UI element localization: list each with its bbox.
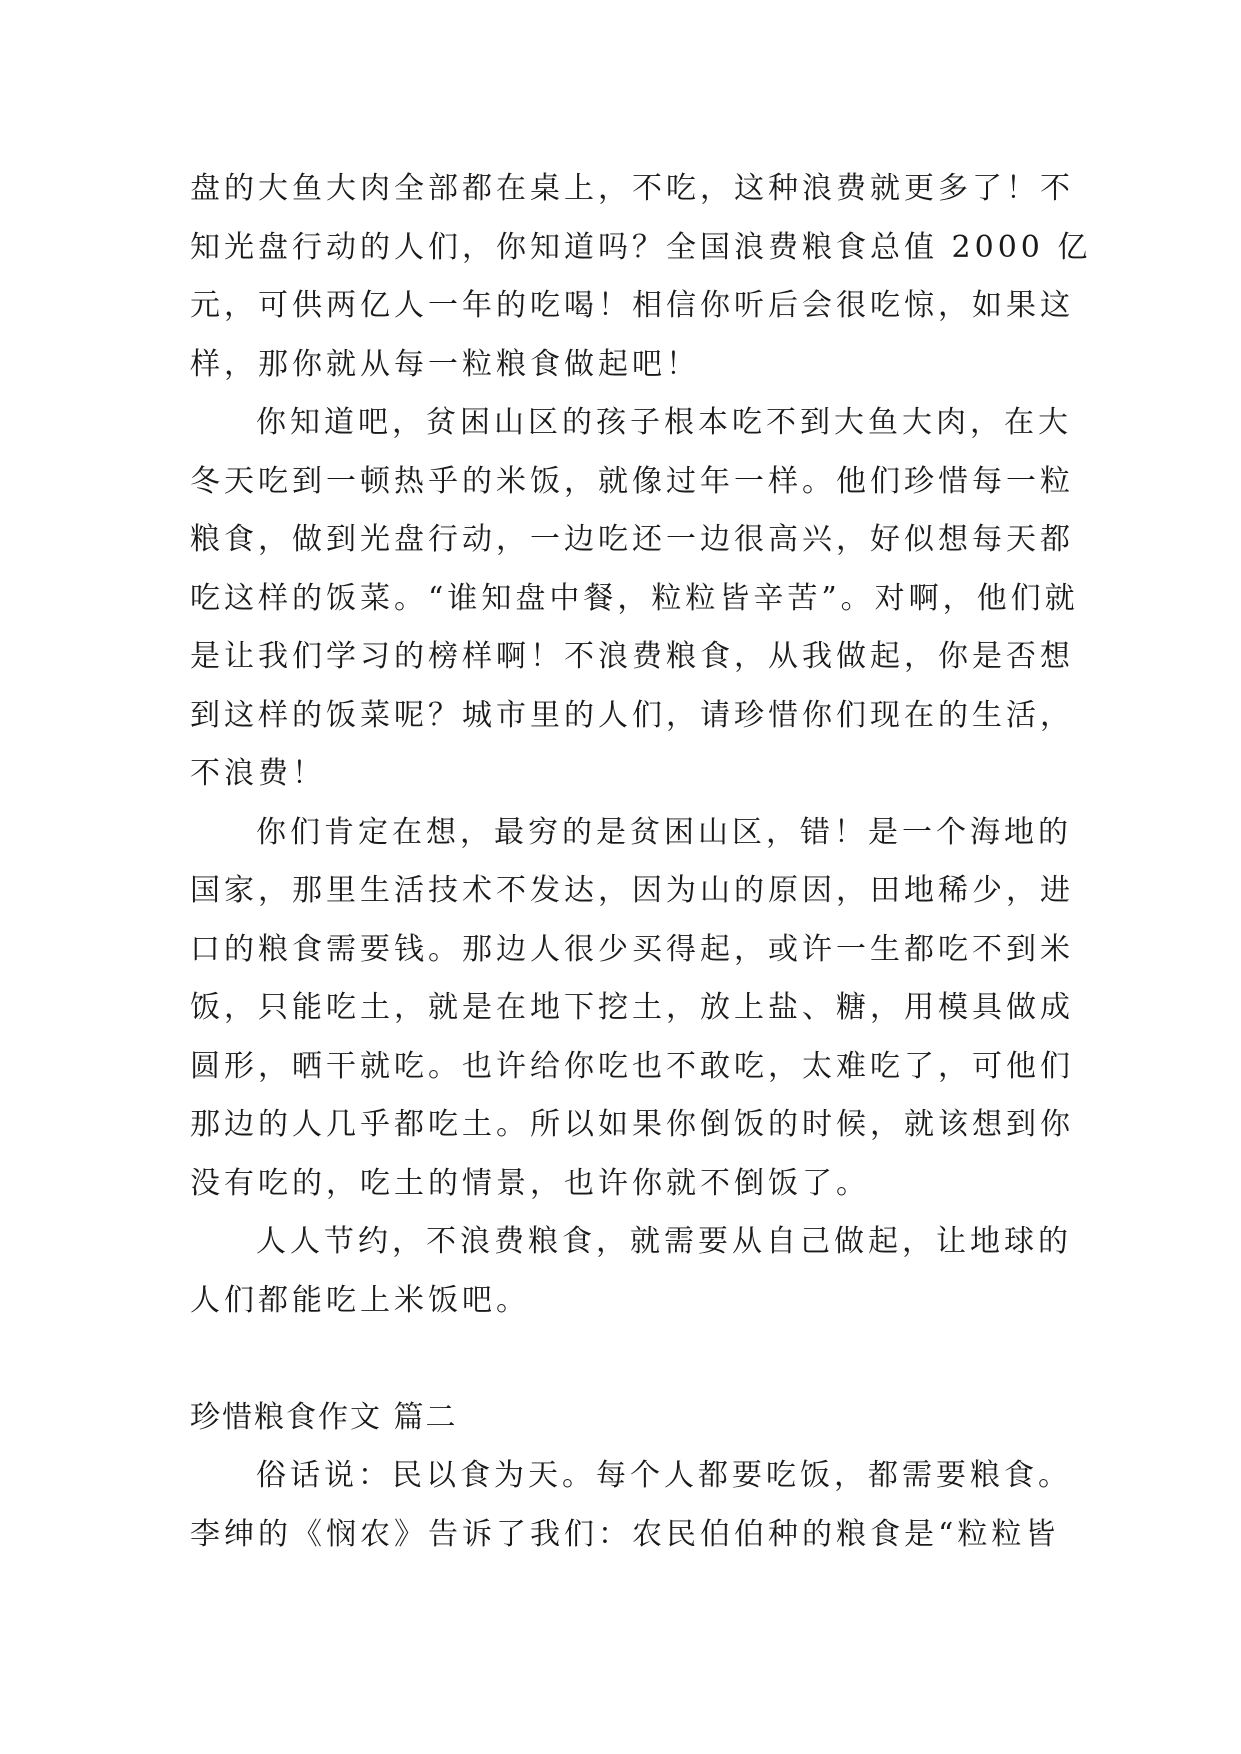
text-line: 是让我们学习的榜样啊！不浪费粮食，从我做起，你是否想 [190,639,1074,674]
text-line: 你知道吧，贫困山区的孩子根本吃不到大鱼大肉，在大 [256,405,1072,440]
text-line: 冬天吃到一顿热乎的米饭，就像过年一样。他们珍惜每一粒 [190,463,1074,499]
text-line: 那边的人几乎都吃土。所以如果你倒饭的时候，就该想到你 [190,1107,1074,1142]
text-line: 人们都能吃上米饭吧。 [190,1282,530,1318]
text-line: 口的粮食需要钱。那边人很少买得起，或许一生都吃不到米 [190,931,1074,967]
text-line: 圆形，晒干就吃。也许给你吃也不敢吃，太难吃了，可他们 [190,1048,1074,1084]
paragraph [190,1447,1072,1564]
text-line: 你们肯定在想，最穷的是贫困山区，错！是一个海地的 [256,814,1072,850]
paragraph [190,804,1074,1214]
text-line: 不浪费！ [190,756,326,791]
blank-line [190,1330,1062,1389]
section-title: 珍惜粮食作文 篇二 [190,1399,458,1435]
text-line: 俗话说：民以食为天。每个人都要吃饭，都需要粮食。 [256,1458,1072,1493]
document-page [190,160,1092,1564]
text-line: 李绅的《悯农》告诉了我们：农民伯伯种的粮食是“粒粒皆 [190,1516,1060,1552]
text-line: 到这样的饭菜呢？城市里的人们，请珍惜你们现在的生活， [190,697,1074,733]
text-line: 知光盘行动的人们，你知道吗？全国浪费粮食总值 2000 亿 [190,229,1092,265]
text-line: 元，可供两亿人一年的吃喝！相信你听后会很吃惊，如果这 [190,288,1074,323]
text-line: 样，那你就从每一粒粮食做起吧！ [190,346,700,382]
text-line: 人人节约，不浪费粮食，就需要从自己做起，让地球的 [256,1224,1072,1259]
text-line: 粮食，做到光盘行动，一边吃还一边很高兴，好似想每天都 [190,522,1074,557]
text-line: 吃这样的饭菜。“谁知盘中餐，粒粒皆辛苦”。对啊，他们就 [190,580,1079,616]
paragraph [190,1213,1072,1330]
text-line: 盘的大鱼大肉全部都在桌上，不吃，这种浪费就更多了！不 [190,171,1074,206]
text-line: 没有吃的，吃土的情景，也许你就不倒饭了。 [190,1165,870,1201]
paragraph-continued [190,160,1092,394]
text-line: 饭，只能吃土，就是在地下挖土，放上盐、糖，用模具做成 [190,990,1074,1025]
paragraph [190,394,1079,804]
text-line: 国家，那里生活技术不发达，因为山的原因，田地稀少，进 [190,873,1074,908]
